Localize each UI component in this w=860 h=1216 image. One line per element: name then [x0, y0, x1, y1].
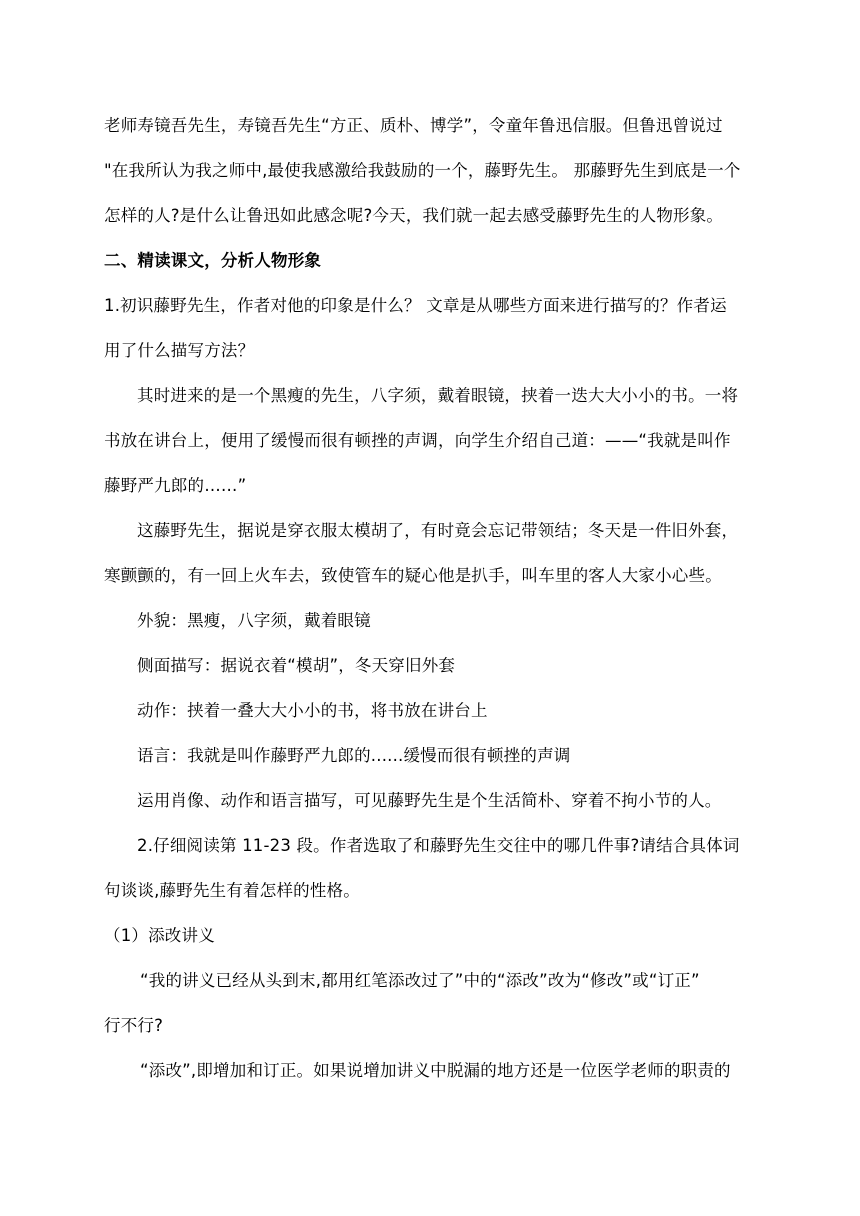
quote-text: 寒颤颤的，有一回上火车去，致使管车的疑心他是扒手，叫车里的客人大家小心些。	[104, 566, 722, 585]
analysis-item: 语言：我就是叫作藤野严九郎的......缓慢而很有顿挫的声调	[137, 746, 571, 765]
analysis-summary: 运用肖像、动作和语言描写，可见藤野先生是个生活简朴、穿着不拘小节的人。	[137, 791, 722, 810]
question-text: 2.仔细阅读第 11-23 段。作者选取了和藤野先生交往中的哪几件事?请结合具体词	[137, 836, 740, 855]
text-line: "在我所认为我之师中,最使我感激给我鼓励的一个，藤野先生。 那藤野先生到底是一个	[104, 161, 741, 180]
section-heading: 二、精读课文，分析人物形象	[104, 251, 322, 270]
question-text: 1.初识藤野先生，作者对他的印象是什么？ 文章是从哪些方面来进行描写的？作者运	[104, 296, 727, 315]
analysis-item: 外貌：黑瘦，八字须，戴着眼镜	[137, 611, 371, 630]
body-text: 行不行?	[104, 1016, 164, 1035]
text-line: 老师寿镜吾先生，寿镜吾先生“方正、质朴、博学”，令童年鲁迅信服。但鲁迅曾说过	[104, 116, 723, 135]
analysis-item: 侧面描写：据说衣着“模胡”，冬天穿旧外套	[137, 656, 456, 675]
quote-text: 书放在讲台上，便用了缓慢而很有顿挫的声调，向学生介绍自己道：——“我就是叫作	[104, 431, 731, 450]
question-text: 用了什么描写方法？	[104, 341, 255, 360]
quote-text: 其时进来的是一个黑瘦的先生，八字须，戴着眼镜，挟着一迭大大小小的书。一将	[137, 386, 739, 405]
analysis-item: 动作：挟着一叠大大小小的书，将书放在讲台上	[137, 701, 488, 720]
text-line: 怎样的人?是什么让鲁迅如此感念呢?今天，我们就一起去感受藤野先生的人物形象。	[104, 206, 724, 225]
subsection-heading: （1）添改讲义	[104, 926, 215, 945]
body-text: “添改”,即增加和订正。如果说增加讲义中脱漏的地方还是一位医学老师的职责的	[140, 1061, 731, 1080]
quote-text: 这藤野先生，据说是穿衣服太模胡了，有时竟会忘记带领结；冬天是一件旧外套，	[137, 521, 739, 540]
question-text: 句谈谈,藤野先生有着怎样的性格。	[104, 881, 360, 900]
body-text: “我的讲义已经从头到末,都用红笔添改过了”中的“添改”改为“修改”或“订正”	[140, 971, 700, 990]
quote-text: 藤野严九郎的……”	[104, 476, 247, 495]
